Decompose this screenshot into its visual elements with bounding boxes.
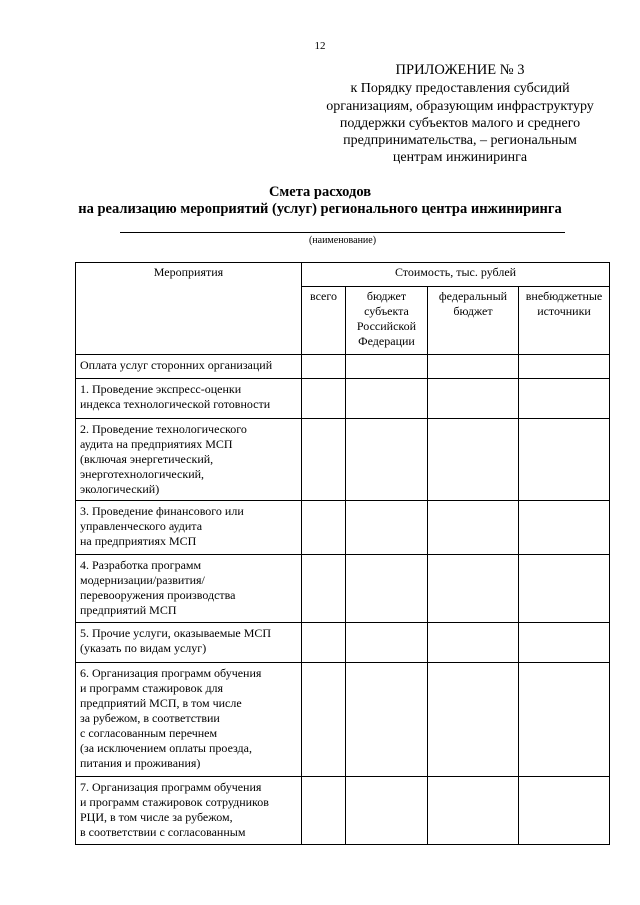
- value-cell: [519, 419, 610, 501]
- value-cell: [346, 379, 428, 419]
- value-cell: [428, 555, 519, 623]
- value-cell: [519, 555, 610, 623]
- value-cell: [346, 555, 428, 623]
- value-cell: [346, 501, 428, 555]
- value-cell: [346, 623, 428, 663]
- table-row: [76, 419, 610, 501]
- header-regional-budget: бюджет субъекта Российской Федерации: [346, 287, 428, 355]
- value-cell: [302, 663, 346, 777]
- document-title-line-2: на реализацию мероприятий (услуг) регионального центра инжиниринга: [78, 201, 562, 217]
- activity-cell: 1. Проведение экспресс-оценки индекса технологической готовности: [76, 379, 302, 419]
- activity-cell: Оплата услуг сторонних организаций: [76, 355, 302, 379]
- table-row: [76, 379, 610, 419]
- value-cell: [346, 355, 428, 379]
- value-cell: [428, 419, 519, 501]
- activity-cell: 3. Проведение финансового или управленческого аудита на предприятиях МСП: [76, 501, 302, 555]
- value-cell: [302, 777, 346, 845]
- document-title-line-1: Смета расходов: [268, 184, 372, 200]
- header-cost-group: Стоимость, тыс. рублей: [302, 263, 610, 287]
- value-cell: [302, 379, 346, 419]
- value-cell: [519, 355, 610, 379]
- activity-cell: 7. Организация программ обучения и программ стажировок сотрудников РЦИ, в том числе за рубежом, в соответствии с согласованным: [76, 777, 302, 845]
- activity-cell: 5. Прочие услуги, оказываемые МСП (указать по видам услуг): [76, 623, 302, 663]
- appendix-line: организациям, образующим инфраструктуру: [326, 98, 594, 114]
- table-row: [76, 355, 610, 379]
- value-cell: [519, 623, 610, 663]
- value-cell: [428, 355, 519, 379]
- header-total: всего: [302, 287, 346, 355]
- table-row: [76, 777, 610, 845]
- appendix-title: ПРИЛОЖЕНИЕ № 3: [395, 62, 525, 78]
- table-row: [76, 555, 610, 623]
- page-number: 12: [314, 40, 326, 52]
- value-cell: [302, 419, 346, 501]
- value-cell: [428, 379, 519, 419]
- value-cell: [519, 501, 610, 555]
- value-cell: [519, 379, 610, 419]
- expenses-table: [75, 262, 610, 845]
- value-cell: [519, 777, 610, 845]
- value-cell: [428, 663, 519, 777]
- appendix-line: к Порядку предоставления субсидий: [350, 81, 570, 97]
- value-cell: [302, 501, 346, 555]
- activity-cell: 4. Разработка программ модернизации/развития/ перевооружения производства предприятий МСП: [76, 555, 302, 623]
- value-cell: [346, 777, 428, 845]
- value-cell: [428, 623, 519, 663]
- header-federal-budget: федеральный бюджет: [428, 287, 519, 355]
- table-row: [76, 663, 610, 777]
- document-title: [40, 184, 600, 218]
- activity-cell: 2. Проведение технологического аудита на предприятиях МСП (включая энергетический, энерготехнологический, экологический): [76, 419, 302, 501]
- value-cell: [302, 355, 346, 379]
- table-row: [76, 623, 610, 663]
- table-header-row: [76, 263, 610, 287]
- header-extrabudgetary: внебюджетные источники: [519, 287, 610, 355]
- appendix-line: поддержки субъектов малого и среднего: [339, 115, 581, 131]
- appendix-line: предпринимательства, – региональным: [343, 133, 577, 149]
- appendix-line: центрам инжиниринга: [392, 150, 528, 166]
- value-cell: [346, 663, 428, 777]
- name-caption: (наименование): [308, 235, 377, 246]
- value-cell: [428, 777, 519, 845]
- value-cell: [346, 419, 428, 501]
- table-row: [76, 501, 610, 555]
- value-cell: [428, 501, 519, 555]
- value-cell: [302, 555, 346, 623]
- name-underline: [120, 232, 565, 233]
- appendix-header: [312, 62, 608, 167]
- activity-cell: 6. Организация программ обучения и программ стажировок для предприятий МСП, в том числе за рубежом, в соответствии с согласованным перечнем (за исключением оплаты проезда, питания и проживания): [76, 663, 302, 777]
- value-cell: [519, 663, 610, 777]
- header-activities: Мероприятия: [76, 263, 302, 355]
- value-cell: [302, 623, 346, 663]
